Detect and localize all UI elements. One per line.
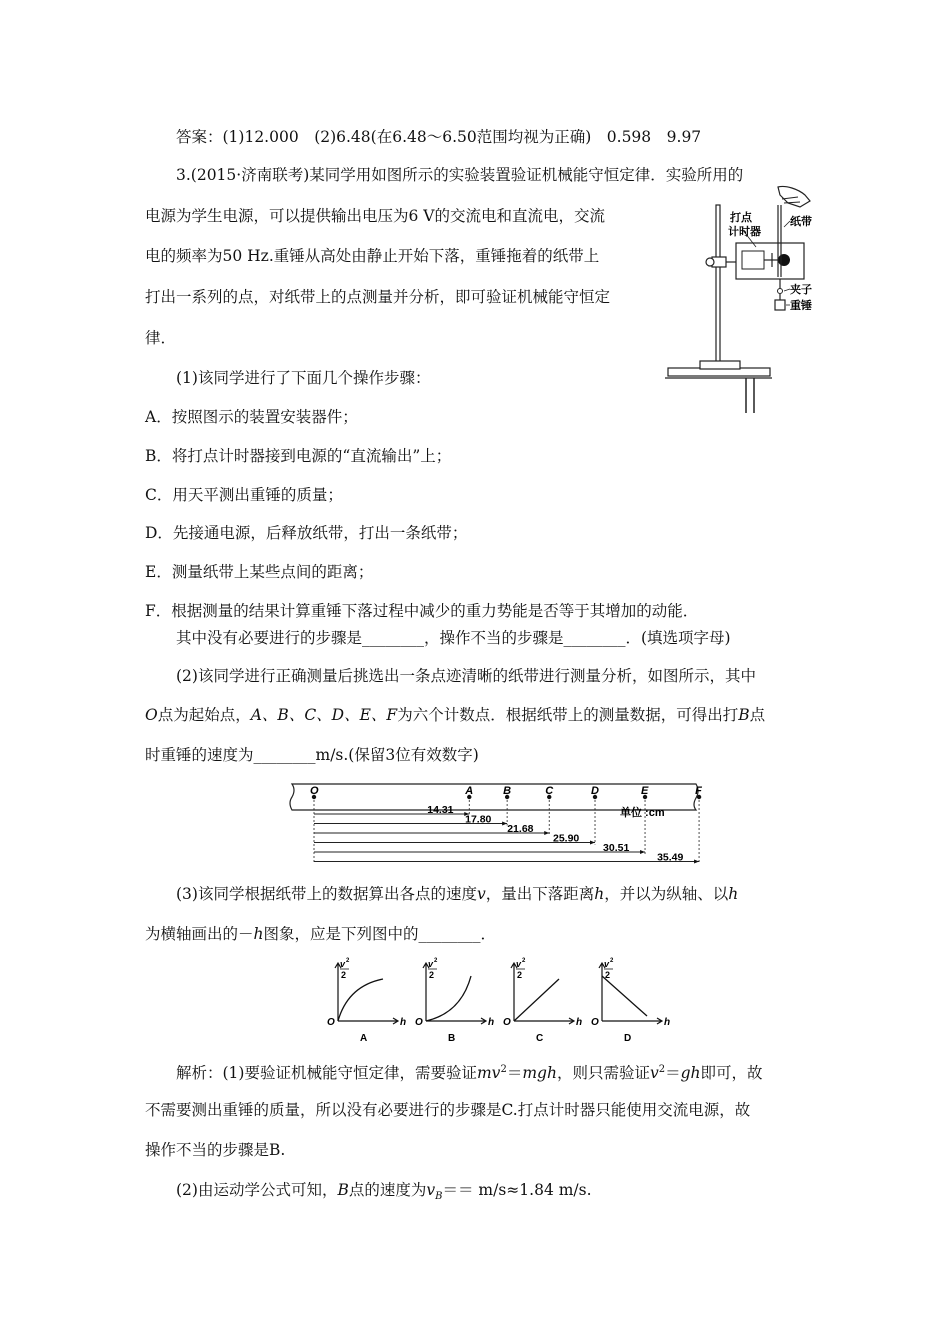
tape-arrow-head xyxy=(544,831,549,835)
formula-exp: 2 xyxy=(500,1064,507,1075)
solution-line-1 xyxy=(176,1060,763,1083)
part1-intro: (1)该同学进行了下面几个操作步骤： xyxy=(176,369,431,387)
solution-seg: 解析：(1)要验证机械能守恒定律，需要验证 xyxy=(176,1064,477,1083)
q3-line-1: 3.(2015·济南联考)某同学用如图所示的实验装置验证机械能守恒定律．实验所用的 xyxy=(176,166,744,184)
tape-point-label: O xyxy=(310,785,319,797)
solution-seg: ，则只需验证 xyxy=(556,1064,650,1083)
step-b: B．将打点计时器接到电源的“直流输出”上； xyxy=(145,447,452,465)
graph-y-label-den: 2 xyxy=(429,970,435,980)
solution-seg: 即可，故 xyxy=(700,1064,763,1083)
step-c: C．用天平测出重锤的质量； xyxy=(145,486,343,504)
tape-point-label: C xyxy=(545,785,554,797)
graph-options xyxy=(318,955,671,1050)
formula-gh: gh xyxy=(680,1064,701,1083)
tape-point-label: D xyxy=(591,785,599,797)
part3-seg: ，并以为纵轴、以 xyxy=(604,885,729,903)
solution-line-3: 操作不当的步骤是B. xyxy=(145,1141,286,1159)
solution-seg: ＝ xyxy=(506,1064,523,1083)
graph-x-label: h xyxy=(400,1017,407,1028)
point-b-ref: B xyxy=(738,706,750,724)
step-f: F．根据测量的结果计算重锤下落过程中减少的重力势能是否等于其增加的动能． xyxy=(145,602,699,620)
apparatus-figure xyxy=(660,185,820,415)
formula-v: v xyxy=(649,1064,659,1083)
var-v: v xyxy=(476,885,486,903)
var-v: v xyxy=(426,1181,436,1199)
graph-x-label: h xyxy=(576,1017,583,1028)
graph-y-label-exp: 2 xyxy=(434,958,438,964)
q3-line-4: 打出一系列的点，对纸带上的点测量并分析，即可验证机械能守恒定 xyxy=(145,288,611,306)
tape-label: 纸带 xyxy=(790,216,812,228)
graph-x-axis xyxy=(602,1018,662,1024)
var-h: h xyxy=(253,925,264,943)
graph-option-d xyxy=(591,958,670,1044)
part1-question: 其中没有必要进行的步骤是________，操作不当的步骤是________．(填选项字母) xyxy=(176,629,731,647)
var-h: h xyxy=(728,885,739,903)
var-h: h xyxy=(594,885,605,903)
graph-x-label: h xyxy=(664,1017,671,1028)
graph-x-axis xyxy=(514,1018,574,1024)
graph-y-label: v xyxy=(604,959,610,969)
step-d: D．先接通电源，后释放纸带，打出一条纸带； xyxy=(145,524,468,542)
graph-curve xyxy=(602,976,647,1016)
part3-seg: ，量出下落距离 xyxy=(485,885,595,903)
solution-seg: ＝＝ m/s≈1.84 m/s. xyxy=(442,1181,592,1199)
formula-exp: 2 xyxy=(658,1064,666,1075)
part2-line-2 xyxy=(145,705,765,725)
graph-origin-label: O xyxy=(591,1017,599,1028)
solution-seg: 点的速度为 xyxy=(348,1181,427,1199)
part3-line-1 xyxy=(176,884,738,904)
graph-origin-label: O xyxy=(415,1017,423,1028)
part3-seg: 为横轴画出的－ xyxy=(145,925,254,943)
graph-y-label-exp: 2 xyxy=(522,958,526,964)
step-a: A．按照图示的装置安装器件； xyxy=(145,408,358,426)
graph-y-label-den: 2 xyxy=(341,970,347,980)
graph-y-label: v xyxy=(428,959,434,969)
tape-point-label: F xyxy=(695,785,702,797)
part3-line-2 xyxy=(145,924,496,944)
tape-arrow-head xyxy=(590,841,595,845)
formula-mv: mv xyxy=(476,1064,501,1083)
graph-curve xyxy=(514,979,559,1021)
graph-option-letter: D xyxy=(624,1033,632,1044)
part3-seg: (3)该同学根据纸带上的数据算出各点的速度 xyxy=(176,885,477,903)
weight-label: 重锤 xyxy=(790,300,812,312)
tape-distance-label: 17.80 xyxy=(465,813,492,826)
graph-origin-label: O xyxy=(327,1017,335,1028)
graph-curve xyxy=(338,979,383,1021)
timer-label-1: 打点 xyxy=(730,212,752,224)
graph-origin-label: O xyxy=(503,1017,511,1028)
graph-y-label-den: 2 xyxy=(605,970,611,980)
part2-line-2-seg: 为六个计数点．根据纸带上的测量数据，可得出打 xyxy=(397,706,739,724)
unit-label: 单位 :cm xyxy=(620,807,665,819)
graph-y-label-exp: 2 xyxy=(610,958,614,964)
graph-option-c xyxy=(503,958,582,1044)
tape-distance-label: 35.49 xyxy=(657,851,684,864)
solution-line-2: 不需要测出重锤的质量，所以没有必要进行的步骤是C.打点计时器只能使用交流电源，故 xyxy=(145,1101,751,1119)
graph-x-label: h xyxy=(488,1017,495,1028)
graph-y-label-den: 2 xyxy=(517,970,523,980)
graph-y-label: v xyxy=(516,959,522,969)
solution-seg: (2)由运动学公式可知， xyxy=(176,1181,338,1199)
graph-y-label-exp: 2 xyxy=(346,958,350,964)
graph-option-letter: B xyxy=(448,1033,456,1044)
tape-distance-label: 25.90 xyxy=(553,832,580,845)
graph-option-letter: C xyxy=(536,1033,544,1044)
part3-seg: 图象，应是下列图中的________． xyxy=(263,925,497,943)
graph-y-label: v xyxy=(340,959,346,969)
tape-arrow-head xyxy=(640,850,645,854)
formula-mgh: mgh xyxy=(522,1064,557,1083)
tape-point-label: E xyxy=(641,785,649,797)
tape-distance-label: 14.31 xyxy=(427,804,454,816)
tape-point-label: B xyxy=(503,785,512,797)
part2-line-2-seg: 点 xyxy=(749,706,766,724)
solution-line-4 xyxy=(176,1180,592,1207)
part2-line-2-seg: 点为起始点， xyxy=(157,706,251,724)
subscript-b: B xyxy=(435,1191,443,1203)
q3-line-2: 电源为学生电源，可以提供输出电压为6 V的交流电和直流电，交流 xyxy=(145,207,605,225)
point-b-ref: B xyxy=(337,1181,349,1199)
timer-label-2: 计时器 xyxy=(728,226,761,238)
part2-line-1: (2)该同学进行正确测量后挑选出一条点迹清晰的纸带进行测量分析，如图所示，其中 xyxy=(176,667,756,685)
graph-option-b xyxy=(415,958,494,1044)
tape-distance-label: 21.68 xyxy=(507,823,534,835)
graph-option-letter: A xyxy=(360,1033,368,1044)
points-ref: A、B、C、D、E、F xyxy=(250,706,398,724)
tape-point-label: A xyxy=(465,785,474,797)
tape-distance-label: 30.51 xyxy=(603,842,630,854)
solution-seg: ＝ xyxy=(665,1064,681,1083)
answer-line: 答案：(1)12.000 (2)6.48(在6.48～6.50范围均视为正确) 0.598 9.97 xyxy=(176,128,702,146)
tape-figure xyxy=(284,778,704,864)
graph-curve xyxy=(426,976,471,1021)
clip-label: 夹子 xyxy=(790,284,812,296)
q3-line-3: 电的频率为50 Hz.重锤从高处由静止开始下落，重锤拖着的纸带上 xyxy=(145,247,600,265)
point-o-ref: O xyxy=(145,706,158,724)
tape-arrow-head xyxy=(694,860,699,864)
graph-x-axis xyxy=(338,1018,398,1024)
q3-line-5: 律． xyxy=(145,329,177,347)
part2-line-3: 时重锤的速度为________m/s.(保留3位有效数字) xyxy=(145,746,479,764)
graph-option-a xyxy=(327,958,406,1044)
step-e: E．测量纸带上某些点间的距离； xyxy=(145,563,374,581)
